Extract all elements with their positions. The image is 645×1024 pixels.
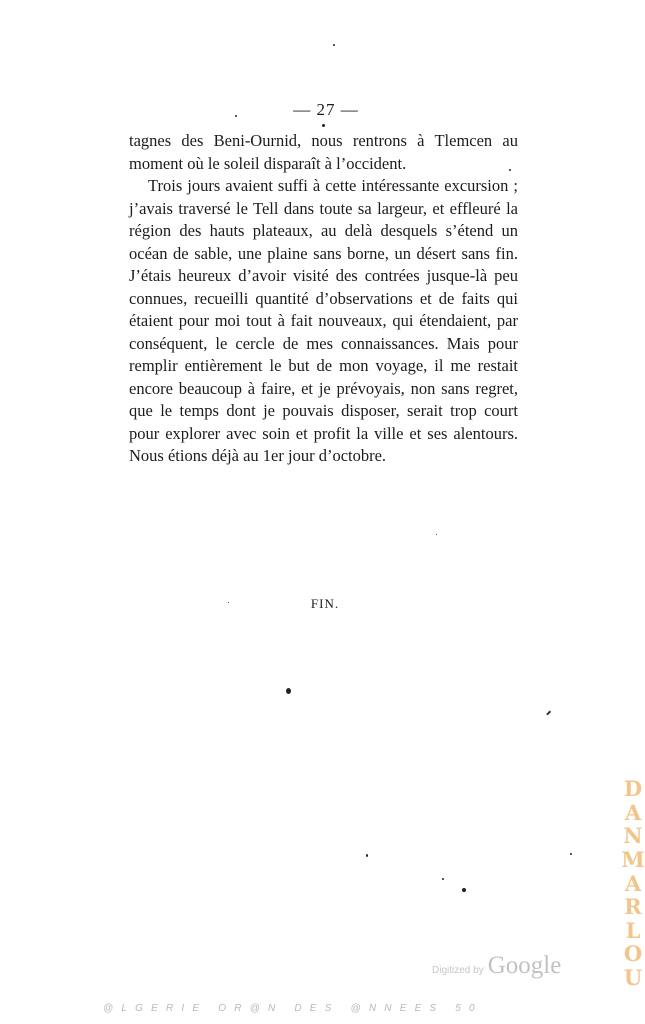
scan-speck xyxy=(228,602,229,603)
google-logo: Google xyxy=(487,952,562,979)
paragraph-excursion: Trois jours avaient suffi à cette intéressante excursion ; j’avais traversé le Tell dans toute sa largeur, et effleuré la région des hauts plateaux, au delà desquels s’étend un océan de sable, une plaine sans borne, un désert sans fin. J’étais heureux d’avoir visité des contrées jusque-là peu connues, recueilli quantité d’observations et de faits qui étaient pour moi tout à fait nouveaux, qui étendaient, par conséquent, le cercle de mes connaissances. Mais pour remplir entièrement le but de mon voyage, il me restait encore beaucoup à faire, et je prévoyais, non sans regret, que le temps dont je pouvais disposer, serait trop court pour explorer avec soin et profit la ville et ses alentours. Nous étions déjà au 1er jour d’octobre. xyxy=(129,176,518,465)
scan-speck xyxy=(436,534,437,535)
side-watermark-letter: R xyxy=(624,894,642,920)
end-marker: FIN. xyxy=(310,596,340,611)
side-watermark-letter: O xyxy=(623,941,643,967)
digitized-by-label: Digitized by xyxy=(432,965,484,976)
scan-speck xyxy=(286,688,291,694)
scan-speck xyxy=(366,854,368,857)
body-text xyxy=(129,130,518,468)
scan-speck xyxy=(570,853,572,855)
scan-speck xyxy=(442,878,444,880)
side-watermark-letter: U xyxy=(623,965,643,990)
paragraph-continuation: tagnes des Beni-Ournid, nous rentrons à Tlemcen au moment où le soleil disparaît à l’occident. xyxy=(129,131,518,173)
google-digitized-credit xyxy=(432,952,561,980)
scan-speck xyxy=(462,888,466,892)
side-watermark-letter: M xyxy=(621,846,645,872)
side-watermark-letter: A xyxy=(624,870,642,896)
side-watermark-letter: D xyxy=(623,776,643,801)
scan-speck xyxy=(333,44,335,46)
page-number: — 27 — xyxy=(293,100,359,119)
side-watermark-letter: L xyxy=(625,917,641,943)
scan-speck xyxy=(509,169,511,171)
side-watermark-letter: N xyxy=(623,823,643,849)
side-watermark xyxy=(620,778,645,988)
scan-speck xyxy=(546,710,551,715)
side-watermark-letter: A xyxy=(624,799,642,825)
scan-speck xyxy=(322,124,325,127)
scan-speck xyxy=(235,115,237,117)
footer-watermark: @LGERIE OR@N DES @NNEES 50 xyxy=(103,1003,483,1014)
